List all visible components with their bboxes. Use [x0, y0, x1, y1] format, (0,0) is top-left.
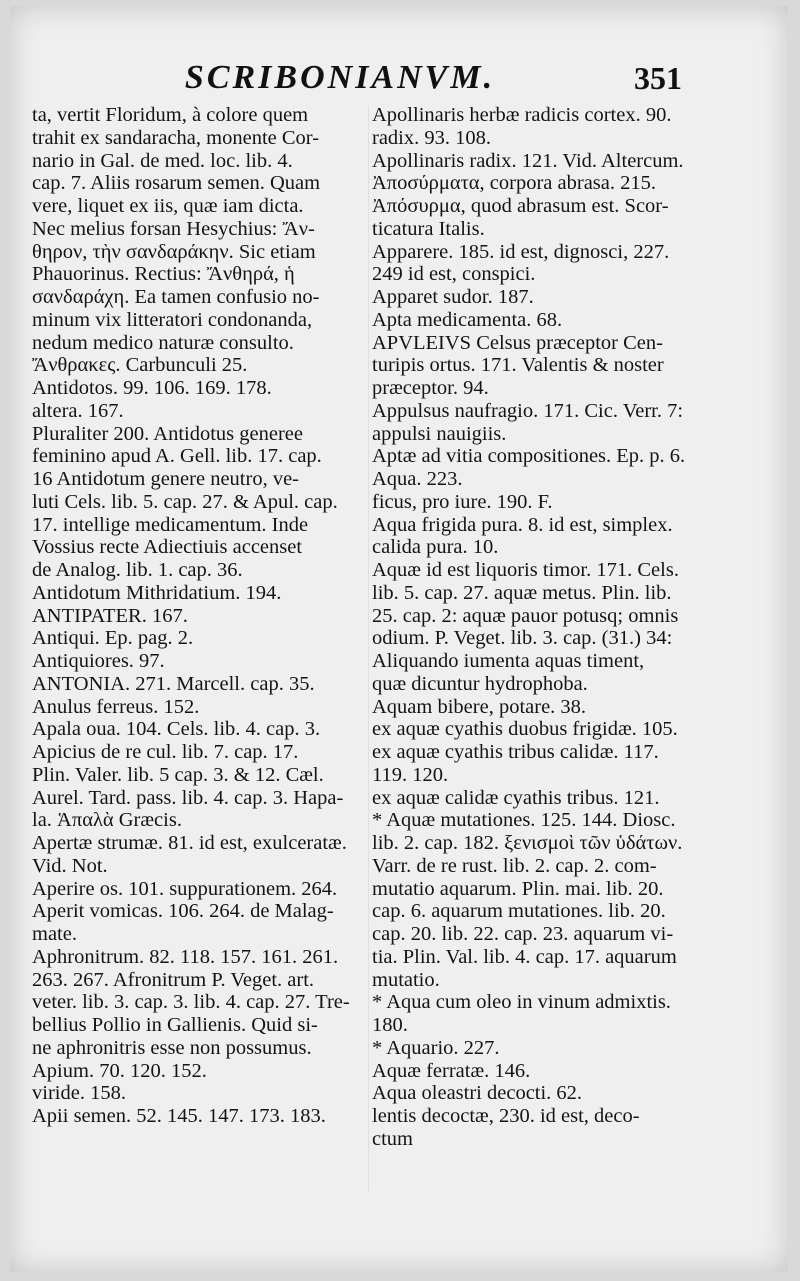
index-line: mate.	[32, 923, 77, 945]
index-line: Aquæ ferratæ. 146.	[372, 1059, 531, 1082]
index-line: Apta medicamenta. 68.	[372, 308, 563, 331]
index-line: Vossius recte Adiectiuis accenset	[32, 536, 303, 559]
index-line: Aqua. 223.	[372, 468, 463, 490]
index-line: Ἄνθρακες. Carbunculi 25.	[32, 354, 248, 377]
index-line: 17. intellige medicamentum. Inde	[32, 513, 309, 536]
index-line: Anulus ferreus. 152.	[32, 695, 200, 718]
index-line: præceptor. 94.	[372, 377, 489, 399]
index-line: Apala oua. 104. Cels. lib. 4. cap. 3.	[32, 718, 321, 741]
index-line: 263. 267. Afronitrum P. Veget. art.	[32, 968, 315, 991]
index-line: ex aquæ cyathis tribus calidæ. 117.	[372, 741, 659, 763]
index-line: bellius Pollio in Gallienis. Quid si-	[32, 1014, 318, 1036]
index-line: Aquæ id est liquoris timor. 171. Cels.	[372, 559, 679, 581]
running-head: SCRIBONIANVM.	[184, 59, 496, 96]
right-column	[372, 104, 714, 1151]
index-line: Appulsus naufragio. 171. Cic. Verr. 7:	[372, 399, 684, 422]
index-line: * Aquæ mutationes. 125. 144. Diosc.	[372, 809, 676, 832]
index-line: Aliquando iumenta aquas timent,	[372, 650, 645, 672]
index-line: Vid. Not.	[32, 854, 108, 877]
index-line: lib. 2. cap. 182. ξενισμοὶ τῶν ὑδάτων.	[372, 832, 683, 854]
index-line: Apparet sudor. 187.	[372, 286, 534, 308]
index-line: lentis decoctæ, 230. id est, deco-	[372, 1105, 640, 1127]
index-line: ne aphronitris esse non possumus.	[32, 1036, 312, 1059]
left-column	[32, 104, 368, 1128]
index-line: Apollinaris herbæ radicis cortex. 90.	[372, 104, 672, 126]
index-line: minum vix litteratori condonanda,	[32, 308, 313, 331]
index-line: APVLEIVS Celsus præceptor Cen-	[372, 331, 663, 354]
index-line: mutatio.	[372, 968, 440, 991]
index-line: Antiquiores. 97.	[32, 650, 165, 672]
index-line: Aptæ ad vitia compositiones. Ep. p. 6.	[372, 445, 686, 468]
index-line: lib. 5. cap. 27. aquæ metus. Plin. lib.	[372, 581, 672, 604]
index-line: ANTONIA. 271. Marcell. cap. 35.	[32, 672, 315, 695]
index-line: σανδαράχη. Ea tamen confusio no-	[32, 286, 320, 308]
index-line: vere, liquet ex iis, quæ iam dicta.	[32, 195, 304, 217]
index-line: Antiqui. Ep. pag. 2.	[32, 627, 194, 650]
index-line: Varr. de re rust. lib. 2. cap. 2. com-	[372, 854, 657, 877]
index-line: viride. 158.	[32, 1082, 126, 1105]
page-header	[10, 58, 788, 102]
index-line: Aperit vomicas. 106. 264. de Malag-	[32, 900, 334, 923]
index-line: Apertæ strumæ. 81. id est, exulceratæ.	[32, 832, 347, 854]
index-line: Aqua frigida pura. 8. id est, simplex.	[372, 513, 673, 536]
index-line: ctum	[372, 1127, 413, 1150]
index-line: luti Cels. lib. 5. cap. 27. & Apul. cap.	[32, 490, 338, 513]
index-line: Plin. Valer. lib. 5 cap. 3. & 12. Cæl.	[32, 763, 324, 786]
index-line: Ἀπόσυρμα, quod abrasum est. Scor-	[372, 195, 669, 217]
index-line: Aphronitrum. 82. 118. 157. 161. 261.	[32, 945, 339, 968]
index-line: de Analog. lib. 1. cap. 36.	[32, 559, 243, 581]
index-line: appulsi nauigiis.	[372, 422, 507, 445]
index-line: 16 Antidotum genere neutro, ve-	[32, 468, 300, 490]
index-line: ANTIPATER. 167.	[32, 604, 188, 627]
column-gutter	[368, 106, 369, 1191]
index-line: Pluraliter 200. Antidotus generee	[32, 422, 303, 445]
index-line: la. Ἁπαλὰ Græcis.	[32, 809, 182, 832]
index-line: Phauorinus. Rectius: Ἄνθηρά, ἡ	[32, 263, 295, 286]
index-line: trahit ex sandaracha, monente Cor-	[32, 126, 320, 149]
index-line: Antidotum Mithridatium. 194.	[32, 581, 282, 604]
index-line: Apium. 70. 120. 152.	[32, 1059, 207, 1082]
index-line: θηρον, τὴν σανδαράκην. Sic etiam	[32, 240, 316, 263]
index-line: altera. 167.	[32, 399, 124, 422]
index-line: Apicius de re cul. lib. 7. cap. 17.	[32, 741, 299, 763]
index-line: calida pura. 10.	[372, 536, 499, 559]
index-line: Apollinaris radix. 121. Vid. Altercum.	[372, 149, 684, 172]
index-line: 249 id est, conspici.	[372, 263, 536, 286]
index-line: mutatio aquarum. Plin. mai. lib. 20.	[372, 877, 664, 900]
index-line: quæ dicuntur hydrophoba.	[372, 672, 588, 695]
index-line: 119. 120.	[372, 763, 449, 786]
index-line: Aperire os. 101. suppurationem. 264.	[32, 877, 338, 900]
index-line: cap. 6. aquarum mutationes. lib. 20.	[372, 900, 666, 923]
index-line: Apii semen. 52. 145. 147. 173. 183.	[32, 1105, 326, 1127]
index-line: 25. cap. 2: aquæ pauor potusq; omnis	[372, 604, 679, 627]
index-line: nedum medico naturæ consulto.	[32, 331, 294, 354]
index-line: cap. 7. Aliis rosarum semen. Quam	[32, 172, 321, 195]
index-line: Nec melius forsan Hesychius: Ἄν-	[32, 217, 315, 240]
index-line: tia. Plin. Val. lib. 4. cap. 17. aquarum	[372, 945, 677, 968]
index-line: * Aqua cum oleo in vinum admixtis.	[372, 991, 671, 1014]
index-line: ex aquæ calidæ cyathis tribus. 121.	[372, 786, 660, 809]
index-line: veter. lib. 3. cap. 3. lib. 4. cap. 27. Tre-	[32, 991, 350, 1014]
index-line: radix. 93. 108.	[372, 126, 491, 149]
index-line: turipis ortus. 171. Valentis & noster	[372, 354, 664, 377]
index-line: ta, vertit Floridum, à colore quem	[32, 104, 309, 126]
index-line: Antidotos. 99. 106. 169. 178.	[32, 377, 272, 399]
index-line: Ἀποσύρματα, corpora abrasa. 215.	[372, 172, 656, 195]
index-line: 180.	[372, 1014, 408, 1036]
index-line: Aqua oleastri decocti. 62.	[372, 1082, 583, 1105]
index-line: * Aquario. 227.	[372, 1036, 500, 1059]
index-line: feminino apud A. Gell. lib. 17. cap.	[32, 445, 322, 468]
page-number: 351	[634, 60, 682, 96]
book-page	[10, 6, 788, 1272]
index-line: cap. 20. lib. 22. cap. 23. aquarum vi-	[372, 923, 674, 945]
index-line: Apparere. 185. id est, dignosci, 227.	[372, 240, 670, 263]
index-line: ticatura Italis.	[372, 217, 485, 240]
index-line: ficus, pro iure. 190. F.	[372, 490, 553, 513]
index-line: Aquam bibere, potare. 38.	[372, 695, 587, 718]
index-line: Aurel. Tard. pass. lib. 4. cap. 3. Hapa-	[32, 786, 344, 809]
index-line: odium. P. Veget. lib. 3. cap. (31.) 34:	[372, 627, 673, 650]
index-line: nario in Gal. de med. loc. lib. 4.	[32, 149, 293, 172]
index-line: ex aquæ cyathis duobus frigidæ. 105.	[372, 718, 678, 741]
